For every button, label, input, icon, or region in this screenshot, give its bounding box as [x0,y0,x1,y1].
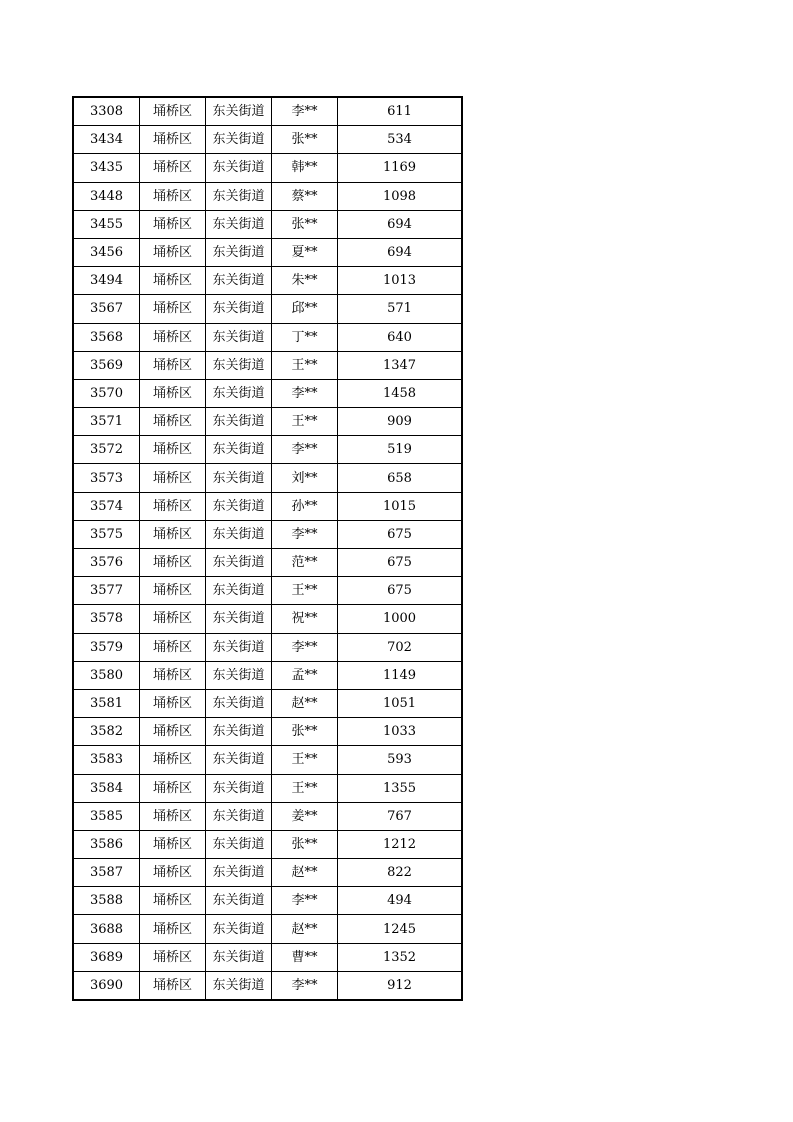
street-cell: 东关街道 [206,238,272,266]
district-cell: 埇桥区 [140,126,206,154]
record-id-cell: 3494 [73,267,140,295]
street-cell: 东关街道 [206,971,272,1000]
table-row [73,323,462,351]
table-row [73,718,462,746]
name-cell: 李** [272,436,338,464]
record-id-cell: 3448 [73,182,140,210]
name-cell: 张** [272,126,338,154]
record-id-cell: 3689 [73,943,140,971]
record-id-cell: 3580 [73,661,140,689]
table-row [73,577,462,605]
amount-cell: 694 [338,238,463,266]
street-cell: 东关街道 [206,492,272,520]
amount-cell: 519 [338,436,463,464]
amount-cell: 1015 [338,492,463,520]
amount-cell: 822 [338,859,463,887]
table-row [73,746,462,774]
name-cell: 赵** [272,859,338,887]
amount-cell: 1458 [338,379,463,407]
table-row [73,238,462,266]
amount-cell: 1000 [338,605,463,633]
amount-cell: 1352 [338,943,463,971]
street-cell: 东关街道 [206,915,272,943]
table-row [73,492,462,520]
amount-cell: 1098 [338,182,463,210]
name-cell: 祝** [272,605,338,633]
district-cell: 埇桥区 [140,351,206,379]
amount-cell: 1149 [338,661,463,689]
table-row [73,182,462,210]
district-cell: 埇桥区 [140,689,206,717]
district-cell: 埇桥区 [140,267,206,295]
record-id-cell: 3573 [73,464,140,492]
street-cell: 东关街道 [206,182,272,210]
amount-cell: 1013 [338,267,463,295]
street-cell: 东关街道 [206,746,272,774]
street-cell: 东关街道 [206,549,272,577]
name-cell: 李** [272,971,338,1000]
street-cell: 东关街道 [206,689,272,717]
record-id-cell: 3574 [73,492,140,520]
table-row [73,379,462,407]
table-row [73,549,462,577]
record-id-cell: 3569 [73,351,140,379]
street-cell: 东关街道 [206,351,272,379]
records-table [72,96,463,1001]
name-cell: 王** [272,577,338,605]
name-cell: 李** [272,520,338,548]
street-cell: 东关街道 [206,830,272,858]
record-id-cell: 3435 [73,154,140,182]
name-cell: 王** [272,746,338,774]
district-cell: 埇桥区 [140,661,206,689]
street-cell: 东关街道 [206,379,272,407]
district-cell: 埇桥区 [140,238,206,266]
district-cell: 埇桥区 [140,577,206,605]
table-row [73,943,462,971]
amount-cell: 1212 [338,830,463,858]
name-cell: 张** [272,210,338,238]
record-id-cell: 3571 [73,408,140,436]
amount-cell: 658 [338,464,463,492]
record-id-cell: 3585 [73,802,140,830]
street-cell: 东关街道 [206,464,272,492]
district-cell: 埇桥区 [140,633,206,661]
street-cell: 东关街道 [206,943,272,971]
amount-cell: 675 [338,549,463,577]
name-cell: 曹** [272,943,338,971]
street-cell: 东关街道 [206,295,272,323]
street-cell: 东关街道 [206,633,272,661]
street-cell: 东关街道 [206,802,272,830]
record-id-cell: 3690 [73,971,140,1000]
district-cell: 埇桥区 [140,182,206,210]
table-row [73,126,462,154]
table-row [73,210,462,238]
name-cell: 李** [272,887,338,915]
name-cell: 李** [272,633,338,661]
table-row [73,97,462,126]
district-cell: 埇桥区 [140,492,206,520]
street-cell: 东关街道 [206,887,272,915]
table-row [73,971,462,1000]
name-cell: 夏** [272,238,338,266]
amount-cell: 593 [338,746,463,774]
table-row [73,887,462,915]
record-id-cell: 3688 [73,915,140,943]
street-cell: 东关街道 [206,323,272,351]
amount-cell: 702 [338,633,463,661]
table-row [73,689,462,717]
street-cell: 东关街道 [206,97,272,126]
record-id-cell: 3308 [73,97,140,126]
district-cell: 埇桥区 [140,774,206,802]
table-row [73,464,462,492]
table-row [73,408,462,436]
table-row [73,774,462,802]
name-cell: 张** [272,830,338,858]
amount-cell: 675 [338,577,463,605]
district-cell: 埇桥区 [140,323,206,351]
name-cell: 姜** [272,802,338,830]
amount-cell: 494 [338,887,463,915]
table-row [73,267,462,295]
amount-cell: 675 [338,520,463,548]
amount-cell: 1347 [338,351,463,379]
record-id-cell: 3581 [73,689,140,717]
district-cell: 埇桥区 [140,943,206,971]
district-cell: 埇桥区 [140,718,206,746]
amount-cell: 571 [338,295,463,323]
street-cell: 东关街道 [206,859,272,887]
district-cell: 埇桥区 [140,464,206,492]
name-cell: 王** [272,774,338,802]
record-id-cell: 3579 [73,633,140,661]
table-row [73,915,462,943]
street-cell: 东关街道 [206,520,272,548]
table-row [73,633,462,661]
district-cell: 埇桥区 [140,746,206,774]
street-cell: 东关街道 [206,408,272,436]
district-cell: 埇桥区 [140,859,206,887]
table-row [73,859,462,887]
record-id-cell: 3583 [73,746,140,774]
name-cell: 蔡** [272,182,338,210]
table-row [73,295,462,323]
district-cell: 埇桥区 [140,210,206,238]
records-table-body [73,97,462,1000]
record-id-cell: 3434 [73,126,140,154]
district-cell: 埇桥区 [140,971,206,1000]
district-cell: 埇桥区 [140,154,206,182]
amount-cell: 640 [338,323,463,351]
amount-cell: 1169 [338,154,463,182]
name-cell: 丁** [272,323,338,351]
record-id-cell: 3455 [73,210,140,238]
district-cell: 埇桥区 [140,915,206,943]
amount-cell: 1355 [338,774,463,802]
record-id-cell: 3576 [73,549,140,577]
amount-cell: 611 [338,97,463,126]
record-id-cell: 3577 [73,577,140,605]
street-cell: 东关街道 [206,577,272,605]
name-cell: 李** [272,379,338,407]
amount-cell: 534 [338,126,463,154]
record-id-cell: 3575 [73,520,140,548]
street-cell: 东关街道 [206,661,272,689]
table-row [73,802,462,830]
record-id-cell: 3587 [73,859,140,887]
table-row [73,154,462,182]
table-row [73,436,462,464]
record-id-cell: 3588 [73,887,140,915]
record-id-cell: 3578 [73,605,140,633]
name-cell: 孟** [272,661,338,689]
street-cell: 东关街道 [206,126,272,154]
street-cell: 东关街道 [206,605,272,633]
district-cell: 埇桥区 [140,605,206,633]
name-cell: 孙** [272,492,338,520]
district-cell: 埇桥区 [140,520,206,548]
amount-cell: 1033 [338,718,463,746]
table-row [73,661,462,689]
street-cell: 东关街道 [206,774,272,802]
record-id-cell: 3584 [73,774,140,802]
amount-cell: 767 [338,802,463,830]
amount-cell: 1245 [338,915,463,943]
street-cell: 东关街道 [206,436,272,464]
street-cell: 东关街道 [206,154,272,182]
table-row [73,830,462,858]
name-cell: 刘** [272,464,338,492]
street-cell: 东关街道 [206,267,272,295]
district-cell: 埇桥区 [140,295,206,323]
district-cell: 埇桥区 [140,887,206,915]
amount-cell: 909 [338,408,463,436]
table-row [73,520,462,548]
amount-cell: 1051 [338,689,463,717]
record-id-cell: 3586 [73,830,140,858]
name-cell: 邱** [272,295,338,323]
district-cell: 埇桥区 [140,408,206,436]
district-cell: 埇桥区 [140,549,206,577]
street-cell: 东关街道 [206,718,272,746]
name-cell: 王** [272,408,338,436]
record-id-cell: 3582 [73,718,140,746]
name-cell: 朱** [272,267,338,295]
record-id-cell: 3572 [73,436,140,464]
table-row [73,351,462,379]
record-id-cell: 3567 [73,295,140,323]
name-cell: 赵** [272,915,338,943]
name-cell: 赵** [272,689,338,717]
street-cell: 东关街道 [206,210,272,238]
name-cell: 范** [272,549,338,577]
district-cell: 埇桥区 [140,436,206,464]
amount-cell: 694 [338,210,463,238]
name-cell: 张** [272,718,338,746]
name-cell: 王** [272,351,338,379]
name-cell: 韩** [272,154,338,182]
district-cell: 埇桥区 [140,97,206,126]
district-cell: 埇桥区 [140,802,206,830]
record-id-cell: 3568 [73,323,140,351]
record-id-cell: 3456 [73,238,140,266]
amount-cell: 912 [338,971,463,1000]
name-cell: 李** [272,97,338,126]
district-cell: 埇桥区 [140,830,206,858]
record-id-cell: 3570 [73,379,140,407]
table-row [73,605,462,633]
district-cell: 埇桥区 [140,379,206,407]
